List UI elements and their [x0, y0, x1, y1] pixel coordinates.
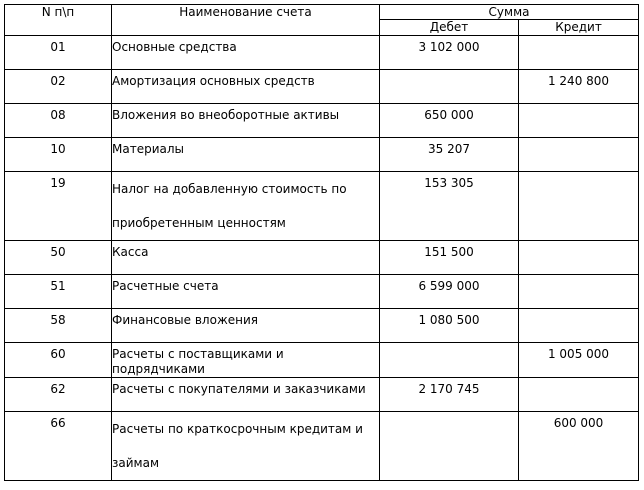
debit-amount: [380, 70, 519, 104]
debit-amount: 650 000: [380, 104, 519, 138]
debit-amount: 153 305: [380, 172, 519, 241]
table-row: [5, 275, 639, 309]
table-row: [5, 412, 639, 481]
account-number: 02: [5, 70, 112, 104]
credit-amount: 1 240 800: [519, 70, 639, 104]
credit-amount: [519, 104, 639, 138]
table-row: [5, 378, 639, 412]
account-name: Финансовые вложения: [112, 309, 380, 343]
account-name: Расчеты с поставщиками и подрядчиками: [112, 343, 380, 378]
account-number: 01: [5, 36, 112, 70]
credit-amount: [519, 172, 639, 241]
debit-amount: 35 207: [380, 138, 519, 172]
account-number: 62: [5, 378, 112, 412]
table-row: [5, 104, 639, 138]
credit-amount: [519, 378, 639, 412]
credit-amount: [519, 309, 639, 343]
table-row: [5, 138, 639, 172]
header-number: N п\п: [5, 5, 112, 36]
account-number: 58: [5, 309, 112, 343]
account-name: Амортизация основных средств: [112, 70, 380, 104]
account-name: Расчеты с покупателями и заказчиками: [112, 378, 380, 412]
debit-amount: 3 102 000: [380, 36, 519, 70]
table-row: [5, 36, 639, 70]
account-number: 66: [5, 412, 112, 481]
header-account-name: Наименование счета: [112, 5, 380, 36]
header-credit: Кредит: [519, 20, 639, 36]
account-name: Налог на добавленную стоимость по приобретенным ценностям: [112, 172, 380, 241]
credit-amount: [519, 241, 639, 275]
account-number: 50: [5, 241, 112, 275]
table-header: [5, 5, 639, 36]
accounts-table: [4, 4, 639, 481]
debit-amount: 2 170 745: [380, 378, 519, 412]
account-number: 10: [5, 138, 112, 172]
debit-amount: [380, 343, 519, 378]
table-row: [5, 70, 639, 104]
account-name: Расчеты по краткосрочным кредитам и займам: [112, 412, 380, 481]
credit-amount: 600 000: [519, 412, 639, 481]
table-row: [5, 343, 639, 378]
account-number: 19: [5, 172, 112, 241]
credit-amount: [519, 275, 639, 309]
table-row: [5, 172, 639, 241]
debit-amount: 1 080 500: [380, 309, 519, 343]
debit-amount: 6 599 000: [380, 275, 519, 309]
account-number: 08: [5, 104, 112, 138]
account-name: Касса: [112, 241, 380, 275]
account-name: Расчетные счета: [112, 275, 380, 309]
table-row: [5, 309, 639, 343]
debit-amount: [380, 412, 519, 481]
account-name: Основные средства: [112, 36, 380, 70]
account-name: Вложения во внеоборотные активы: [112, 104, 380, 138]
header-sum: Сумма: [380, 5, 639, 20]
account-name: Материалы: [112, 138, 380, 172]
credit-amount: 1 005 000: [519, 343, 639, 378]
credit-amount: [519, 138, 639, 172]
account-number: 60: [5, 343, 112, 378]
header-debit: Дебет: [380, 20, 519, 36]
table-body: [5, 36, 639, 481]
credit-amount: [519, 36, 639, 70]
debit-amount: 151 500: [380, 241, 519, 275]
account-number: 51: [5, 275, 112, 309]
table-row: [5, 241, 639, 275]
